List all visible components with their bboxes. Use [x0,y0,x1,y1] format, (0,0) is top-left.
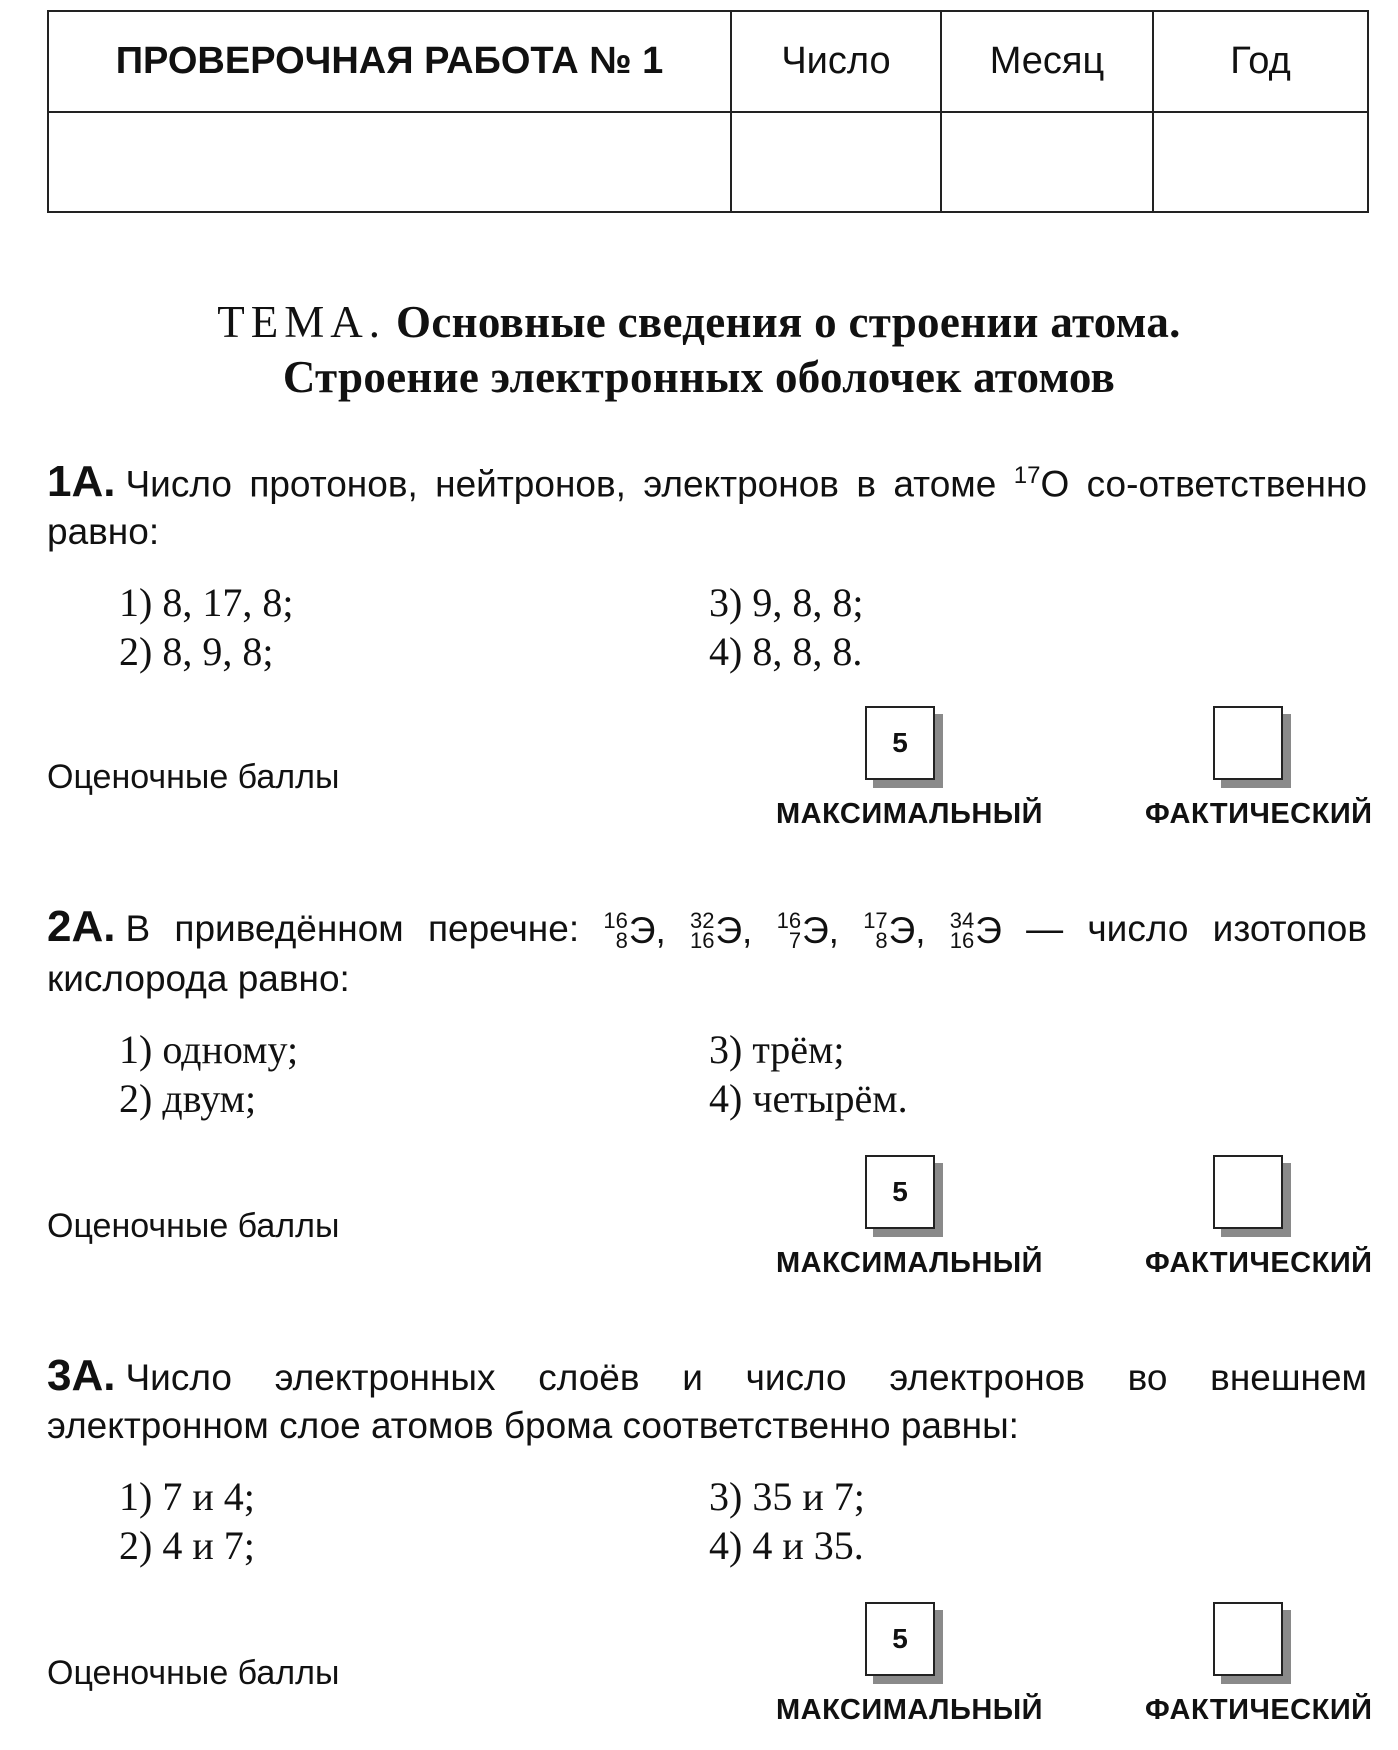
question-3 [47,1352,1367,1570]
max-score-box: 5 [865,1602,935,1676]
question-number: 1А. [47,457,116,507]
score-label: Оценочные баллы [47,758,340,796]
topic-line-2: Строение электронных оболочек атомов [282,352,1116,402]
topic-line-1: Основные сведения о строении атома. [396,297,1181,347]
max-score-box: 5 [865,706,935,780]
answer-option[interactable]: 1) 8, 17, 8; [119,580,294,626]
question-1 [47,452,1367,676]
day-field[interactable] [732,113,942,211]
actual-score-caption: ФАКТИЧЕСКИЙ [1145,798,1373,830]
header-year: Год [1154,12,1367,113]
score-row-2 [47,1155,1373,1285]
answer-option[interactable]: 3) 9, 8, 8; [709,580,864,626]
header-day: Число [732,12,942,113]
answer-option[interactable]: 2) 8, 9, 8; [119,629,274,675]
isotope-mass: 17 [1013,462,1041,489]
answer-option[interactable]: 1) одному; [119,1027,299,1073]
actual-score-box[interactable] [1213,706,1283,780]
isotope-notation: 32 16 Э , [689,908,753,954]
topic-label: ТЕМА. [217,297,387,347]
max-score-caption: МАКСИМАЛЬНЫЙ [776,798,1044,830]
question-number: 2А. [47,902,116,951]
actual-score-box[interactable] [1213,1155,1283,1229]
answer-options [119,578,1367,676]
answer-option[interactable]: 4) четырём. [709,1076,908,1122]
score-row-1 [47,706,1373,836]
isotope-symbol: О [1040,463,1070,505]
question-text: 1А. Число протонов, нейтронов, электронов в атоме $^{17}$О со-ответственно равно: [47,457,1367,553]
answer-option[interactable]: 4) 8, 8, 8. [709,629,863,675]
isotope-notation: 16 8 Э , [603,908,666,954]
answer-option[interactable]: 4) 4 и 35. [709,1523,864,1568]
answer-option[interactable]: 3) 35 и 7; [709,1474,865,1519]
max-score-caption: МАКСИМАЛЬНЫЙ [776,1247,1044,1279]
answer-options [119,1472,1367,1570]
actual-score-caption: ФАКТИЧЕСКИЙ [1145,1694,1373,1726]
work-title: ПРОВЕРОЧНАЯ РАБОТА № 1 [49,12,732,113]
actual-score-box[interactable] [1213,1602,1283,1676]
question-number: 3А. [47,1351,116,1400]
cell-blank-title [49,113,732,211]
answer-options [119,1025,1367,1123]
answer-option[interactable]: 3) трём; [709,1027,845,1073]
question-2 [47,903,1367,1123]
question-text: 2А. В приведённом перечне: 16 8 Э , 32 16 Э , 16 7 Э , 17 8 Э , 34 16 Э — число изотопов кислорода равно: [47,902,1368,1000]
answer-option[interactable]: 2) 4 и 7; [119,1523,255,1568]
score-label: Оценочные баллы [47,1654,340,1692]
isotope-notation: 16 7 Э , [776,908,839,954]
max-score-box: 5 [865,1155,935,1229]
isotope-notation: 34 16 Э [949,908,1002,954]
question-text: 3А. Число электронных слоёв и число электронов во внешнем электронном слое атомов брома соответственно равны: [47,1351,1367,1446]
score-row-3 [47,1602,1373,1732]
max-score-caption: МАКСИМАЛЬНЫЙ [776,1694,1044,1726]
header-table [47,10,1369,213]
actual-score-caption: ФАКТИЧЕСКИЙ [1145,1247,1373,1279]
topic-heading [0,295,1398,405]
score-label: Оценочные баллы [47,1207,340,1245]
answer-option[interactable]: 2) двум; [119,1076,257,1122]
year-field[interactable] [1154,113,1367,211]
isotope-notation: 17 8 Э , [863,908,926,954]
answer-option[interactable]: 1) 7 и 4; [119,1474,255,1519]
month-field[interactable] [942,113,1154,211]
header-month: Месяц [942,12,1154,113]
